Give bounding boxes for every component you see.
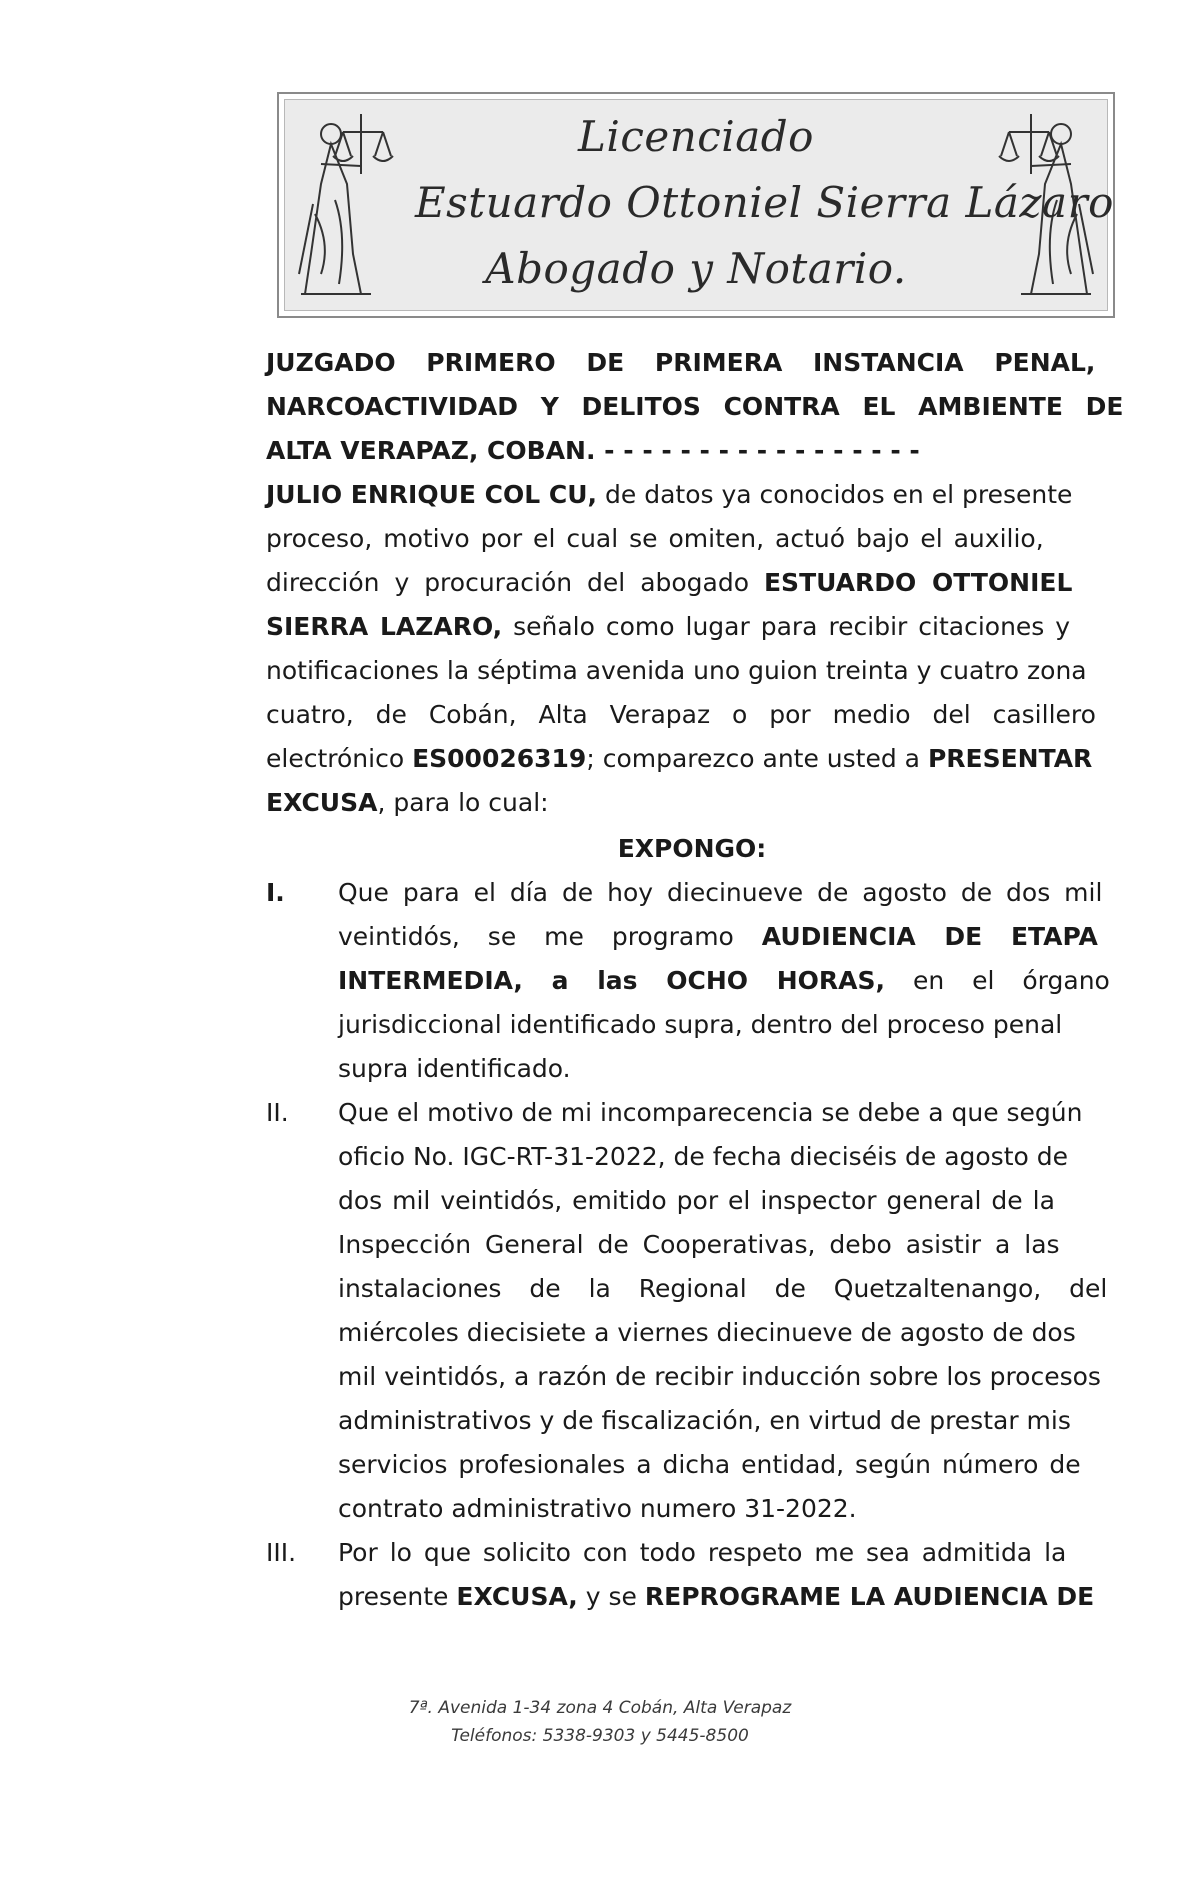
section-heading: EXPONGO:	[617, 834, 767, 863]
item-line-pre: presente	[338, 1582, 449, 1611]
excuse-keyword: EXCUSA	[266, 788, 378, 817]
item-line: Que el motivo de mi incomparecencia se debe a que según	[338, 1098, 1083, 1127]
item-line: servicios profesionales a dicha entidad, según número de	[338, 1450, 1081, 1479]
intro-line-3-pre: dirección y procuración del abogado	[266, 568, 750, 597]
letterhead-title: Licenciado	[578, 112, 814, 161]
intro-line-5: notificaciones la séptima avenida uno guion treinta y cuatro zona	[266, 656, 1087, 685]
hearing-type: AUDIENCIA DE ETAPA	[761, 922, 1098, 951]
lady-justice-icon	[291, 104, 403, 300]
item-line: miércoles diecisiete a viernes diecinueve de agosto de dos	[338, 1318, 1076, 1347]
item-numeral: I.	[266, 878, 285, 907]
intro-line-8-rest: , para lo cual:	[377, 788, 549, 817]
item-line-rest: en el órgano	[912, 966, 1110, 995]
letterhead-panel	[284, 99, 1114, 311]
intro-line-6: cuatro, de Cobán, Alta Verapaz o por medio del casillero	[266, 700, 1096, 729]
item-line: jurisdiccional identificado supra, dentro del proceso penal	[338, 1010, 1063, 1039]
item-line: instalaciones de la Regional de Quetzaltenango, del	[338, 1274, 1108, 1303]
item-line: Que para el día de hoy diecinueve de agosto de dos mil	[338, 878, 1103, 907]
footer-phones: Teléfonos: 5338-9303 y 5445-8500	[451, 1726, 749, 1746]
item-line	[338, 922, 1118, 951]
intro-line-8	[266, 788, 1118, 817]
letterhead	[277, 92, 1115, 318]
intro-line-1-rest: de datos ya conocidos en el presente	[605, 480, 1073, 509]
item-line: supra identificado.	[338, 1054, 571, 1083]
item-line: oficio No. IGC-RT-31-2022, de fecha dieciséis de agosto de	[338, 1142, 1068, 1171]
intro-line-7	[266, 744, 1118, 773]
court-line-1	[266, 348, 1118, 377]
hearing-time: INTERMEDIA, a las OCHO HORAS,	[338, 966, 885, 995]
footer-address: 7ª. Avenida 1-34 zona 4 Cobán, Alta Verapaz	[408, 1698, 792, 1718]
item-line: contrato administrativo numero 31-2022.	[338, 1494, 857, 1523]
item-line-mid: y se	[585, 1582, 637, 1611]
lawyer-name: ESTUARDO OTTONIEL	[763, 568, 1073, 597]
intro-line-2: proceso, motivo por el cual se omiten, actuó bajo el auxilio,	[266, 524, 1044, 553]
intro-line-1	[266, 480, 1118, 509]
item-line: dos mil veintidós, emitido por el inspector general de la	[338, 1186, 1055, 1215]
letterhead-profession: Abogado y Notario.	[485, 244, 907, 293]
item-line: administrativos y de fiscalización, en virtud de prestar mis	[338, 1406, 1071, 1435]
court-line-3: ALTA VERAPAZ, COBAN. - - - - - - - - - - - - - - - - -	[266, 436, 920, 465]
mailbox-code: ES00026319	[412, 744, 587, 773]
item-numeral: II.	[266, 1098, 289, 1127]
item-line: Por lo que solicito con todo respeto me sea admitida la	[338, 1538, 1067, 1567]
item-line	[338, 966, 1118, 995]
intro-line-3	[266, 568, 1118, 597]
court-line-2: NARCOACTIVIDAD Y DELITOS CONTRA EL AMBIENTE DE	[266, 392, 1124, 421]
lawyer-surname: SIERRA LAZARO,	[266, 612, 503, 641]
intro-line-4	[266, 612, 1118, 641]
letterhead-name: Estuardo Ottoniel Sierra Lázaro	[415, 178, 1114, 227]
item-line-pre: veintidós, se me programo	[338, 922, 734, 951]
intro-line-7-mid: ; comparezco ante usted a	[586, 744, 920, 773]
client-name: JULIO ENRIQUE COL CU,	[266, 480, 598, 509]
present-keyword: PRESENTAR	[927, 744, 1093, 773]
item-line: mil veintidós, a razón de recibir inducción sobre los procesos	[338, 1362, 1101, 1391]
reschedule-request: REPROGRAME LA AUDIENCIA DE	[644, 1582, 1095, 1611]
item-line	[338, 1582, 1118, 1611]
excuse-keyword: EXCUSA,	[456, 1582, 578, 1611]
item-numeral: III.	[266, 1538, 297, 1567]
intro-line-4-rest: señalo como lugar para recibir citaciones y	[513, 612, 1071, 641]
item-line: Inspección General de Cooperativas, debo asistir a las	[338, 1230, 1060, 1259]
court-line-1-text: JUZGADO PRIMERO DE PRIMERA INSTANCIA PENAL,	[266, 348, 1096, 377]
intro-line-7-pre: electrónico	[266, 744, 405, 773]
